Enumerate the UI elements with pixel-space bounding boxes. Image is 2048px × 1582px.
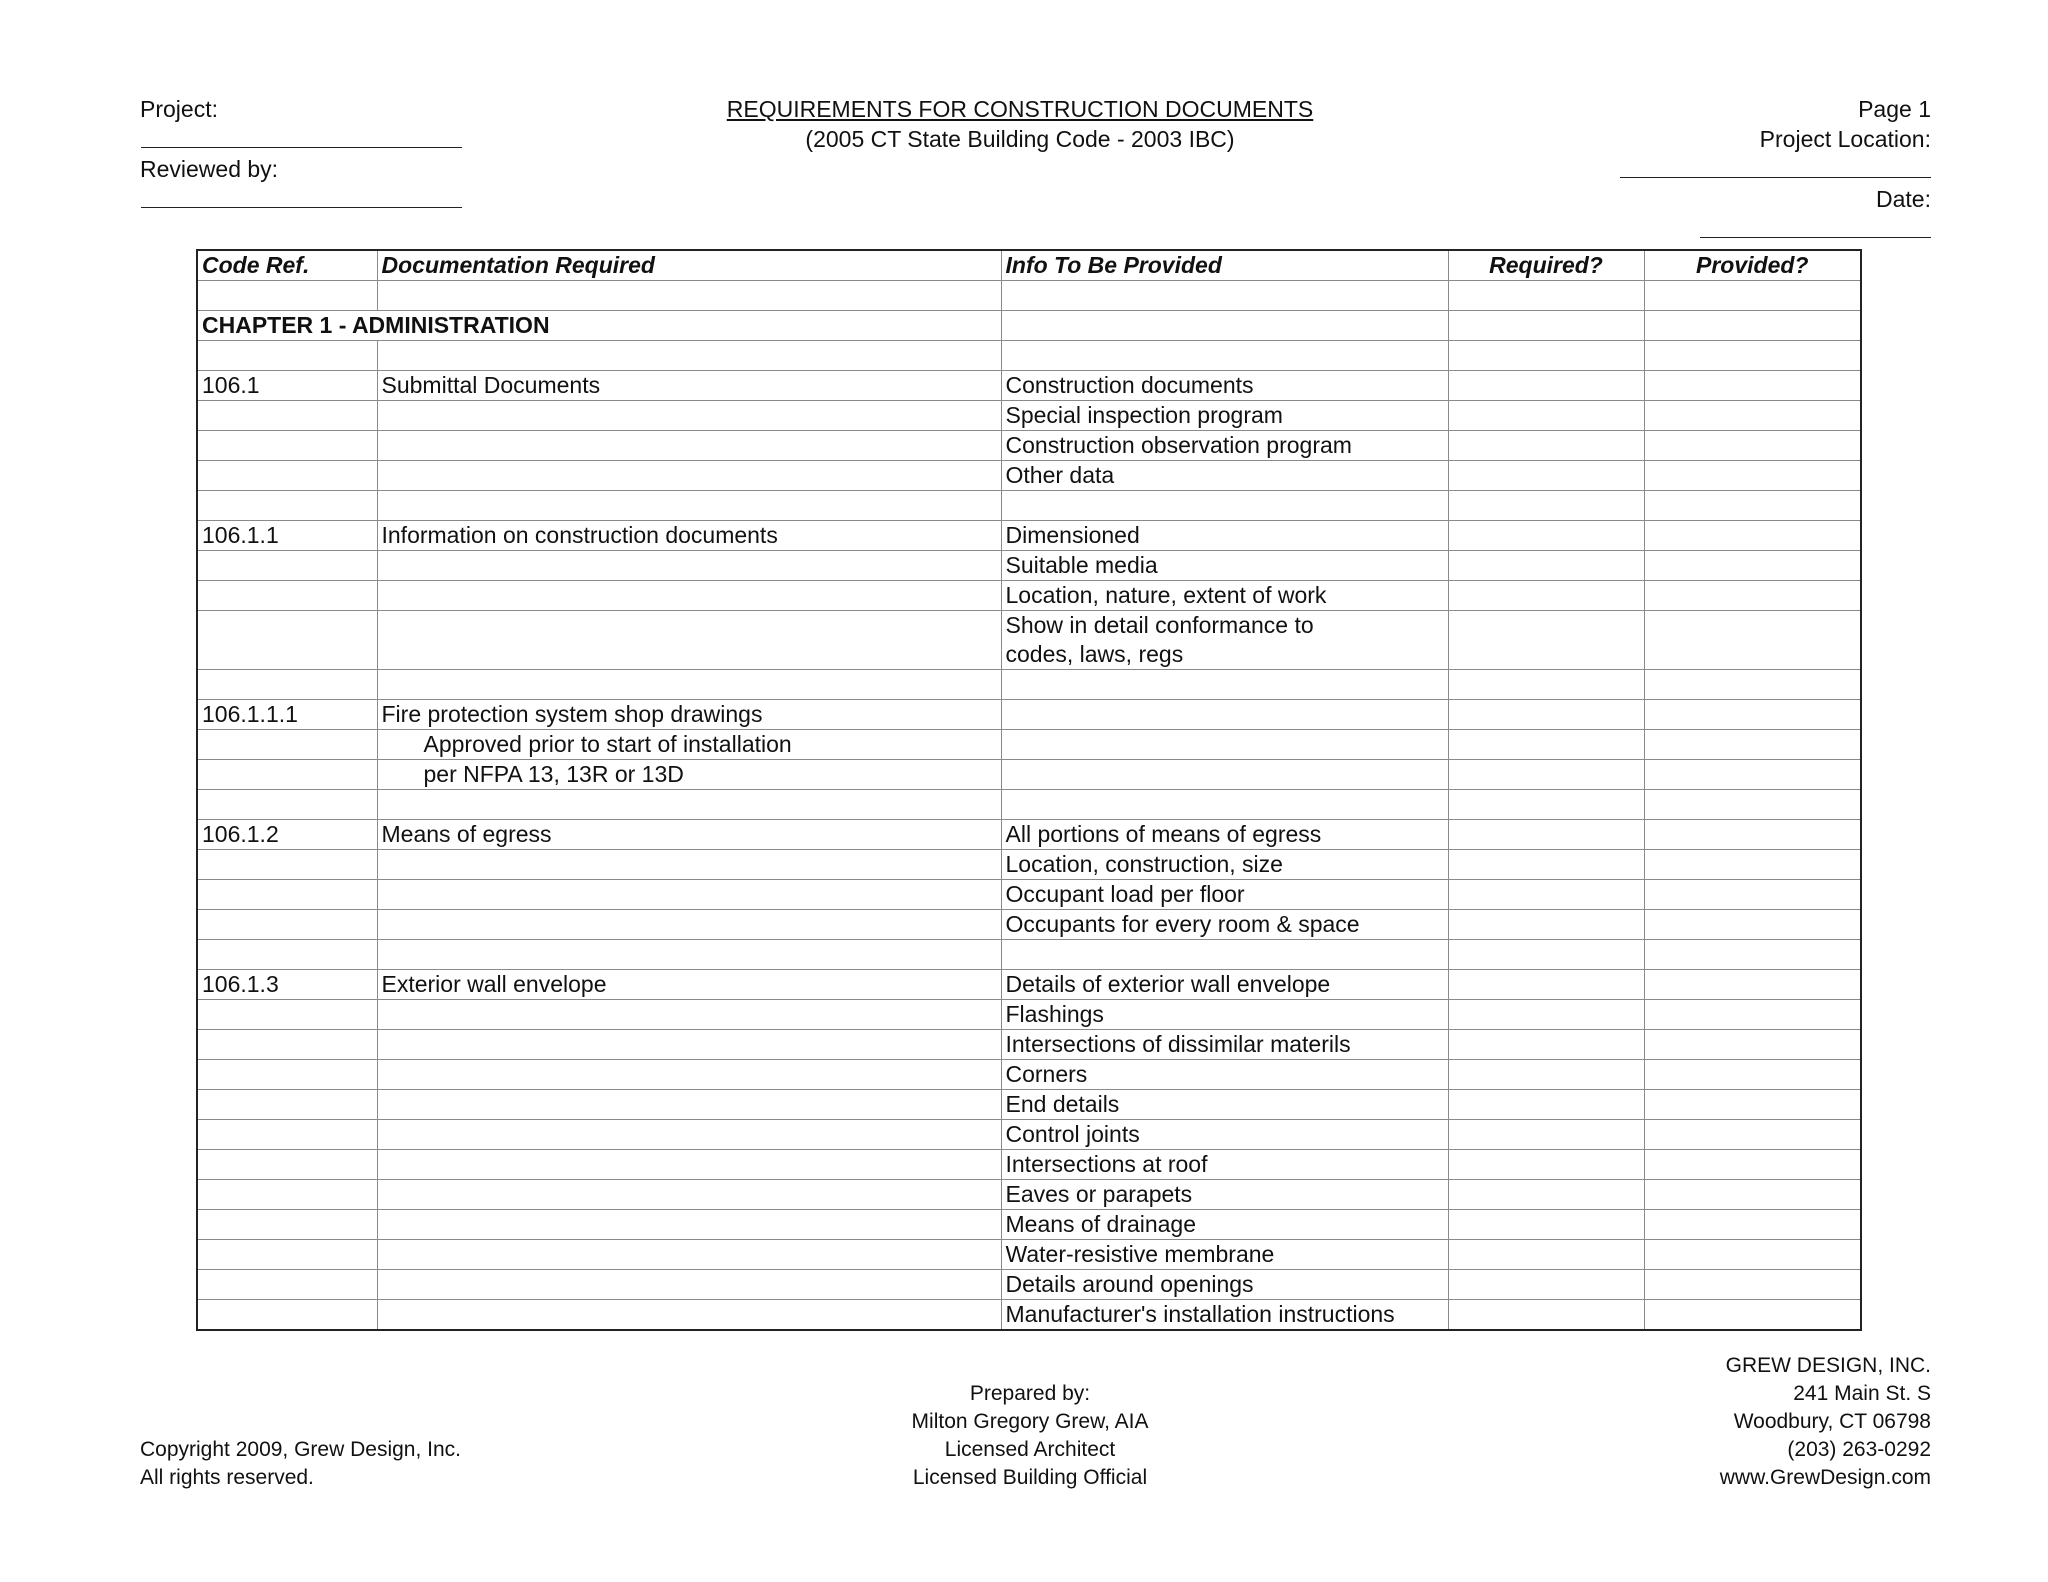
info-cell: Intersections at roof [1001,1150,1448,1180]
table-row [197,551,1861,581]
table-row [197,581,1861,611]
documentation-cell [377,341,1001,371]
provided-cell[interactable] [1644,1120,1861,1150]
documentation-cell: Information on construction documents [377,521,1001,551]
table-row [197,521,1861,551]
page-number: Page 1 [1858,96,1931,122]
provided-cell[interactable] [1644,581,1861,611]
documentation-cell [377,1210,1001,1240]
provided-cell[interactable] [1644,850,1861,880]
required-cell[interactable] [1448,341,1644,371]
required-cell[interactable] [1448,551,1644,581]
code-ref-cell [197,431,377,461]
documentation-cell: Exterior wall envelope [377,970,1001,1000]
provided-cell[interactable] [1644,790,1861,820]
documentation-cell: per NFPA 13, 13R or 13D [377,760,1001,790]
required-cell[interactable] [1448,581,1644,611]
required-cell[interactable] [1448,1210,1644,1240]
documentation-cell [377,581,1001,611]
table-row [197,1030,1861,1060]
documentation-cell: Fire protection system shop drawings [377,700,1001,730]
provided-cell[interactable] [1644,940,1861,970]
required-cell[interactable] [1448,1240,1644,1270]
company-street: 241 Main St. S [1793,1382,1931,1405]
project-label: Project: [140,96,218,122]
required-cell[interactable] [1448,1300,1644,1331]
code-ref-cell: 106.1.1 [197,521,377,551]
documentation-cell [377,1270,1001,1300]
requirements-table [196,249,1862,1331]
date-label: Date: [1876,186,1931,212]
info-cell [1001,730,1448,760]
code-ref-cell [197,491,377,521]
required-cell[interactable] [1448,790,1644,820]
code-ref-cell [197,341,377,371]
documentation-cell [377,431,1001,461]
required-cell[interactable] [1448,700,1644,730]
column-header-documentation-required: Documentation Required [377,250,1001,281]
info-cell: Control joints [1001,1120,1448,1150]
required-cell[interactable] [1448,670,1644,700]
table-row [197,1000,1861,1030]
provided-cell[interactable] [1644,341,1861,371]
code-ref-cell [197,880,377,910]
chapter-heading: CHAPTER 1 - ADMINISTRATION [197,311,1001,341]
documentation-cell [377,880,1001,910]
provided-cell[interactable] [1644,1270,1861,1300]
documentation-cell [377,611,1001,670]
code-ref-cell [197,1270,377,1300]
code-ref-cell [197,611,377,670]
code-ref-cell [197,1120,377,1150]
documentation-cell [377,910,1001,940]
code-ref-cell [197,551,377,581]
provided-cell[interactable] [1644,1180,1861,1210]
documentation-cell [377,551,1001,581]
documentation-cell [377,940,1001,970]
table-row [197,910,1861,940]
provided-cell[interactable] [1644,820,1861,850]
documentation-cell [377,1030,1001,1060]
provided-cell[interactable] [1644,521,1861,551]
column-header-required: Required? [1448,250,1644,281]
info-cell: All portions of means of egress [1001,820,1448,850]
code-ref-cell [197,1090,377,1120]
table-row [197,1180,1861,1210]
required-cell[interactable] [1448,1120,1644,1150]
documentation-cell [377,1150,1001,1180]
preparer-title-building-official: Licensed Building Official [912,1466,1148,1489]
required-cell[interactable] [1448,401,1644,431]
code-ref-cell [197,461,377,491]
info-cell: Construction observation program [1001,431,1448,461]
required-cell[interactable] [1448,1150,1644,1180]
column-header-provided: Provided? [1644,250,1861,281]
info-cell: Suitable media [1001,551,1448,581]
required-cell[interactable] [1448,850,1644,880]
provided-cell[interactable] [1644,371,1861,401]
info-cell: Other data [1001,461,1448,491]
reviewed-by-field-line[interactable] [141,207,462,208]
table-row [197,281,1861,311]
info-cell: Flashings [1001,1000,1448,1030]
code-ref-cell [197,1030,377,1060]
code-ref-cell [197,790,377,820]
table-row [197,940,1861,970]
provided-cell[interactable] [1644,401,1861,431]
project-field-line[interactable] [141,147,462,148]
table-row [197,730,1861,760]
info-cell: Corners [1001,1060,1448,1090]
provided-cell[interactable] [1644,1030,1861,1060]
code-ref-cell [197,1240,377,1270]
code-ref-cell [197,850,377,880]
required-cell[interactable] [1448,311,1644,341]
documentation-cell: Approved prior to start of installation [377,730,1001,760]
table-row [197,1120,1861,1150]
table-row [197,760,1861,790]
documentation-cell [377,461,1001,491]
documentation-cell [377,790,1001,820]
provided-cell[interactable] [1644,431,1861,461]
provided-cell[interactable] [1644,1060,1861,1090]
table-row [197,611,1861,641]
required-cell[interactable] [1448,521,1644,551]
table-row [197,371,1861,401]
info-cell [1001,790,1448,820]
table-row [197,670,1861,700]
code-ref-cell [197,760,377,790]
column-header-info-to-be-provided: Info To Be Provided [1001,250,1448,281]
code-ref-cell: 106.1 [197,371,377,401]
provided-cell[interactable] [1644,281,1861,311]
info-cell: Intersections of dissimilar materils [1001,1030,1448,1060]
info-cell: Show in detail conformance to [1001,611,1448,641]
code-ref-cell [197,401,377,431]
project-location-label: Project Location: [1759,126,1931,152]
provided-cell[interactable] [1644,970,1861,1000]
chapter-row [197,311,1861,341]
table-row [197,431,1861,461]
required-cell[interactable] [1448,730,1644,760]
provided-cell[interactable] [1644,910,1861,940]
table-row [197,790,1861,820]
info-cell: Means of drainage [1001,1210,1448,1240]
required-cell[interactable] [1448,371,1644,401]
code-ref-cell [197,910,377,940]
required-cell[interactable] [1448,940,1644,970]
required-cell[interactable] [1448,1180,1644,1210]
required-cell[interactable] [1448,1030,1644,1060]
code-ref-cell [197,670,377,700]
required-cell[interactable] [1448,760,1644,790]
company-name: GREW DESIGN, INC. [1725,1354,1931,1377]
provided-cell[interactable] [1644,760,1861,790]
code-ref-cell [197,940,377,970]
copyright-text: Copyright 2009, Grew Design, Inc. [140,1438,461,1461]
provided-cell[interactable] [1644,551,1861,581]
provided-cell[interactable] [1644,1240,1861,1270]
table-row [197,1300,1861,1331]
reviewed-by-label: Reviewed by: [140,156,279,182]
table-row [197,970,1861,1000]
code-ref-cell: 106.1.3 [197,970,377,1000]
provided-cell[interactable] [1644,1300,1861,1331]
preparer-name: Milton Gregory Grew, AIA [911,1410,1149,1433]
rights-text: All rights reserved. [140,1466,314,1489]
info-cell [1001,491,1448,521]
table-row [197,491,1861,521]
provided-cell[interactable] [1644,700,1861,730]
code-ref-cell: 106.1.2 [197,820,377,850]
info-cell: Special inspection program [1001,401,1448,431]
provided-cell[interactable] [1644,461,1861,491]
info-cell: Location, nature, extent of work [1001,581,1448,611]
project-location-field-line[interactable] [1620,177,1931,178]
required-cell[interactable] [1448,880,1644,910]
documentation-cell [377,1300,1001,1331]
info-cell [1001,940,1448,970]
table-row [197,880,1861,910]
required-cell[interactable] [1448,1270,1644,1300]
documentation-cell [377,670,1001,700]
required-cell[interactable] [1448,1060,1644,1090]
code-ref-cell: 106.1.1.1 [197,700,377,730]
provided-cell[interactable] [1644,311,1861,341]
info-cell: Occupants for every room & space [1001,910,1448,940]
info-cell: Occupant load per floor [1001,880,1448,910]
code-ref-cell [197,1210,377,1240]
info-cell [1001,341,1448,371]
required-cell[interactable] [1448,910,1644,940]
required-cell[interactable] [1448,281,1644,311]
provided-cell[interactable] [1644,730,1861,760]
provided-cell[interactable] [1644,491,1861,521]
code-ref-cell [197,281,377,311]
table-row [197,1270,1861,1300]
required-cell[interactable] [1448,431,1644,461]
provided-cell[interactable] [1644,880,1861,910]
documentation-cell: Means of egress [377,820,1001,850]
documentation-cell [377,1120,1001,1150]
documentation-cell [377,1090,1001,1120]
column-header-code-ref: Code Ref. [197,250,377,281]
info-cell [1001,311,1448,341]
table-row [197,1090,1861,1120]
required-cell[interactable] [1448,611,1644,670]
required-cell[interactable] [1448,461,1644,491]
documentation-cell [377,1060,1001,1090]
required-cell[interactable] [1448,820,1644,850]
info-cell: End details [1001,1090,1448,1120]
info-cell: Details around openings [1001,1270,1448,1300]
table-row [197,461,1861,491]
provided-cell[interactable] [1644,1000,1861,1030]
code-ref-cell [197,1180,377,1210]
company-website[interactable]: www.GrewDesign.com [1719,1466,1931,1489]
info-cell: Construction documents [1001,371,1448,401]
company-phone: (203) 263-0292 [1787,1438,1931,1461]
documentation-cell [377,850,1001,880]
required-cell[interactable] [1448,970,1644,1000]
documentation-cell: Submittal Documents [377,371,1001,401]
company-city: Woodbury, CT 06798 [1733,1410,1931,1433]
info-cell: Details of exterior wall envelope [1001,970,1448,1000]
info-cell [1001,700,1448,730]
info-cell: Manufacturer's installation instructions [1001,1300,1448,1331]
provided-cell[interactable] [1644,1150,1861,1180]
code-ref-cell [197,581,377,611]
code-ref-cell [197,1300,377,1331]
prepared-by-label: Prepared by: [969,1382,1091,1405]
documentation-cell [377,491,1001,521]
code-ref-cell [197,1000,377,1030]
code-ref-cell [197,1060,377,1090]
table-row [197,1210,1861,1240]
info-cell: Dimensioned [1001,521,1448,551]
documentation-cell [377,1180,1001,1210]
documentation-cell [377,1240,1001,1270]
table-row [197,1060,1861,1090]
required-cell[interactable] [1448,491,1644,521]
table-row [197,850,1861,880]
table-row [197,1240,1861,1270]
table-row [197,401,1861,431]
documentation-cell [377,401,1001,431]
info-cell: Water-resistive membrane [1001,1240,1448,1270]
date-field-line[interactable] [1700,237,1931,238]
required-cell[interactable] [1448,1000,1644,1030]
required-cell[interactable] [1448,1090,1644,1120]
documentation-cell [377,1000,1001,1030]
page-title: REQUIREMENTS FOR CONSTRUCTION DOCUMENTS [726,96,1314,122]
provided-cell[interactable] [1644,1210,1861,1240]
table-row [197,820,1861,850]
info-cell: Location, construction, size [1001,850,1448,880]
code-ref-cell [197,1150,377,1180]
provided-cell[interactable] [1644,1090,1861,1120]
preparer-title-architect: Licensed Architect [944,1438,1116,1461]
table-header-row [197,250,1861,281]
page-subtitle: (2005 CT State Building Code - 2003 IBC) [805,126,1235,152]
provided-cell[interactable] [1644,611,1861,670]
code-ref-cell [197,730,377,760]
provided-cell[interactable] [1644,670,1861,700]
info-cell [1001,760,1448,790]
table-row [197,700,1861,730]
table-row [197,1150,1861,1180]
info-cell [1001,670,1448,700]
documentation-cell [377,281,1001,311]
info-cell: Eaves or parapets [1001,1180,1448,1210]
table-body [197,281,1861,1331]
info-cell-continued: codes, laws, regs [1001,640,1448,670]
table-row [197,341,1861,371]
info-cell [1001,281,1448,311]
